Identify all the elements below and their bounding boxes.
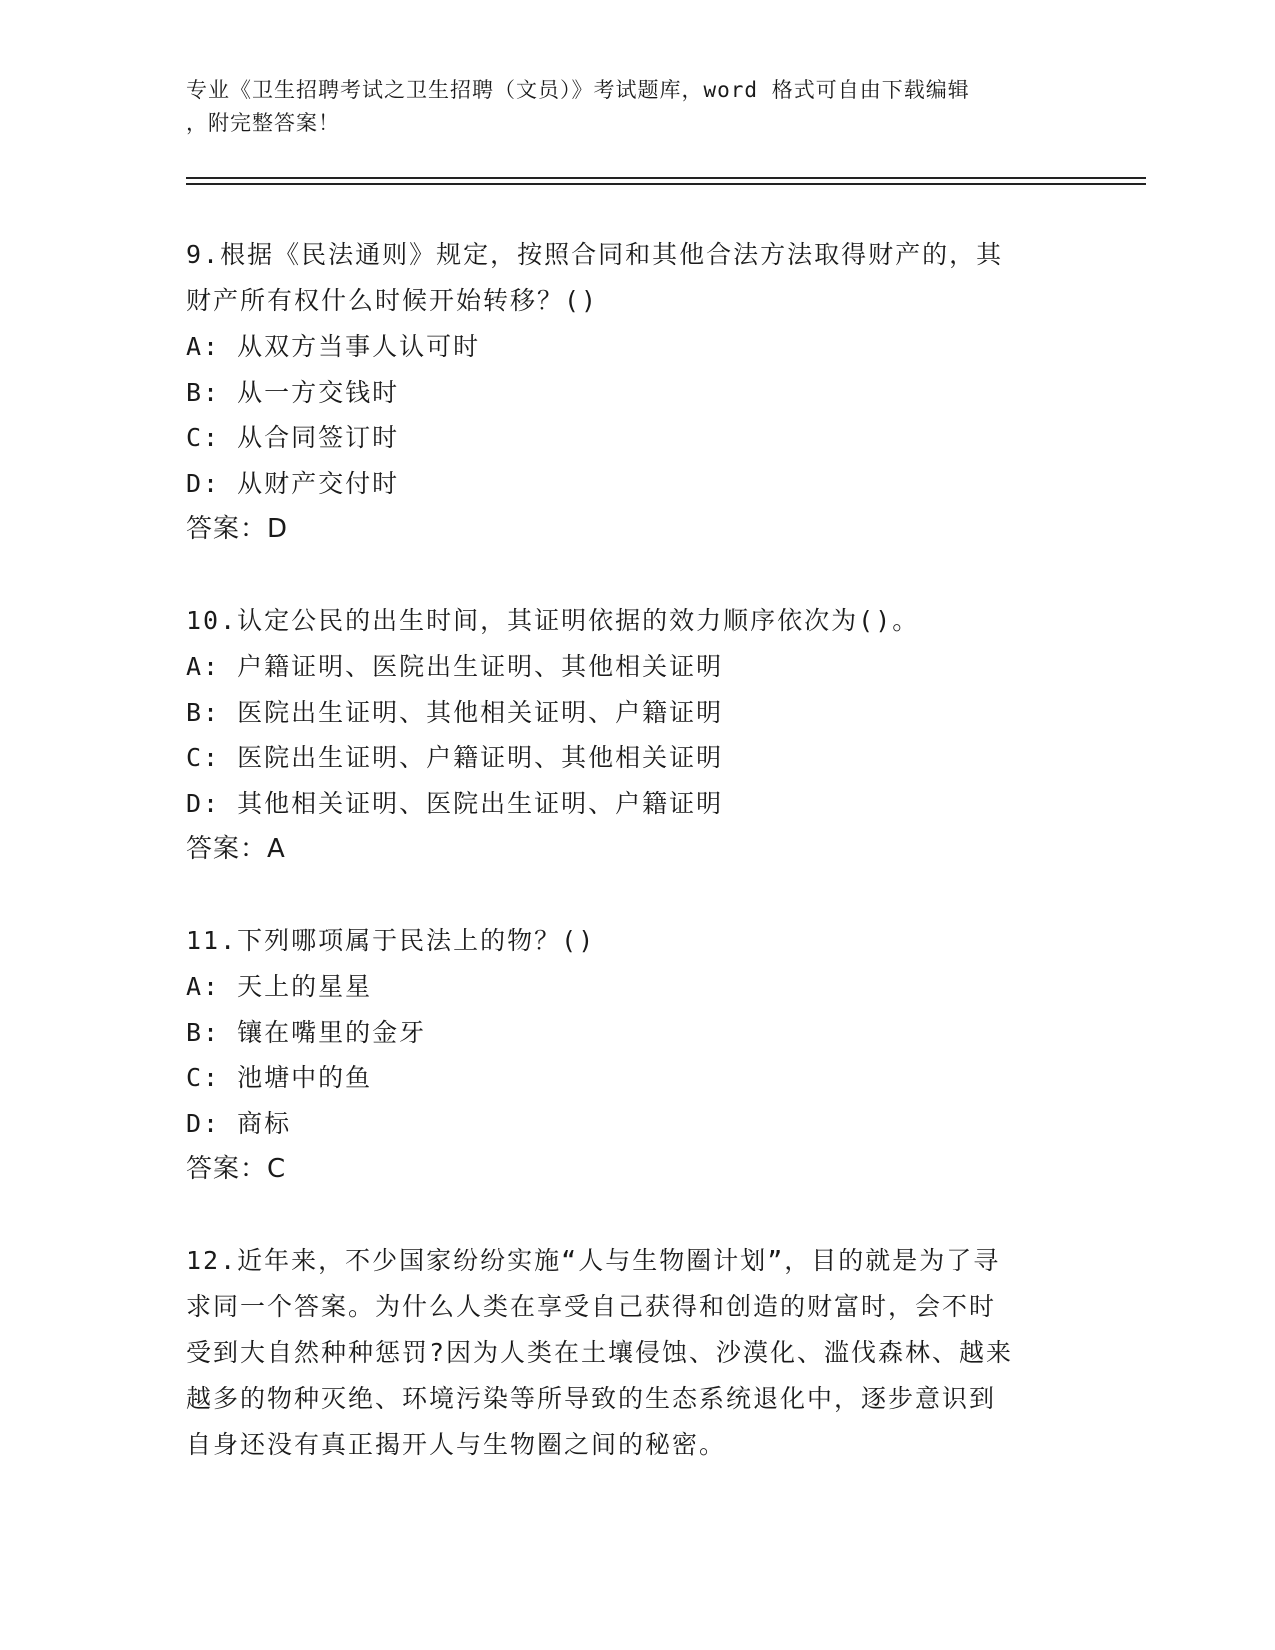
answer: 答案：C <box>186 1154 287 1184</box>
question-text-line: 越多的物种灭绝、环境污染等所导致的生态系统退化中，逐步意识到 <box>186 1384 997 1413</box>
question-text-line: 受到大自然种种惩罚?因为人类在土壤侵蚀、沙漠化、滥伐森林、越来 <box>186 1338 1014 1367</box>
header-line-2: ，附完整答案！ <box>186 111 340 135</box>
option-a: A: 从双方当事人认可时 <box>186 332 481 361</box>
question-text-line: 12.近年来，不少国家纷纷实施“人与生物圈计划”，目的就是为了寻 <box>186 1246 1001 1275</box>
option-b: B: 镶在嘴里的金牙 <box>186 1017 427 1047</box>
question-text-line: 10.认定公民的出生时间，其证明依据的效力顺序依次为()。 <box>186 606 920 635</box>
answer: 答案：A <box>186 834 286 864</box>
option-d: D: 其他相关证明、医院出生证明、户籍证明 <box>186 788 724 818</box>
option-a: A: 户籍证明、医院出生证明、其他相关证明 <box>186 652 724 681</box>
option-d: D: 商标 <box>186 1108 292 1138</box>
header-rule-top <box>186 177 1146 179</box>
question-10 <box>186 598 1086 872</box>
option-b: B: 从一方交钱时 <box>186 377 400 407</box>
question-text-line: 求同一个答案。为什么人类在享受自己获得和创造的财富时，会不时 <box>186 1292 997 1321</box>
question-list <box>186 232 1086 1514</box>
header-line-1: 专业《卫生招聘考试之卫生招聘（文员）》考试题库，word 格式可自由下载编辑 <box>186 78 970 102</box>
question-text-line: 9.根据《民法通则》规定，按照合同和其他合法方法取得财产的，其 <box>186 240 1004 269</box>
question-12 <box>186 1238 1086 1468</box>
header-rule-bottom <box>186 183 1146 185</box>
option-c: C: 从合同签订时 <box>186 423 400 452</box>
option-b: B: 医院出生证明、其他相关证明、户籍证明 <box>186 697 724 727</box>
question-text-line: 11.下列哪项属于民法上的物？() <box>186 926 596 955</box>
option-c: C: 医院出生证明、户籍证明、其他相关证明 <box>186 743 724 772</box>
question-9 <box>186 232 1086 552</box>
question-text-line: 自身还没有真正揭开人与生物圈之间的秘密。 <box>186 1430 727 1459</box>
option-a: A: 天上的星星 <box>186 972 373 1001</box>
option-d: D: 从财产交付时 <box>186 468 400 498</box>
question-11 <box>186 918 1086 1192</box>
document-header <box>186 74 1066 140</box>
answer: 答案：D <box>186 514 289 544</box>
question-text-line: 财产所有权什么时候开始转移？() <box>186 286 599 315</box>
option-c: C: 池塘中的鱼 <box>186 1063 373 1092</box>
